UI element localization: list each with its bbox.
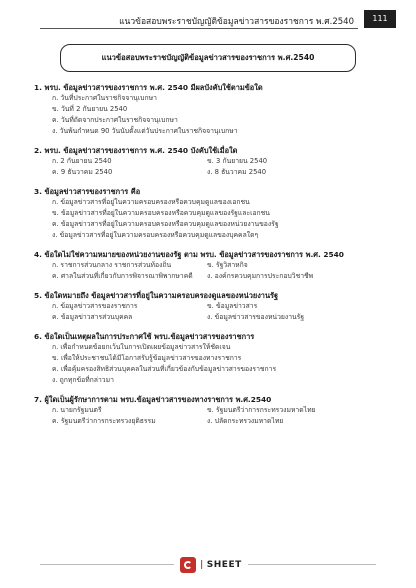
option: ค. ข้อมูลข่าวสารส่วนบุคคล	[52, 313, 133, 321]
option: ง. วันพ้นกำหนด 90 วันนับตั้งแต่วันประกาศในราชกิจจานุเบกษา	[52, 127, 238, 135]
question-text: 7. ผู้ใดเป็นผู้รักษาการตาม พรบ.ข้อมูลข่าวสารของทางราชการ พ.ศ.2540	[34, 395, 272, 404]
option: ข. รัฐมนตรีว่าการกระทรวงมหาดไทย	[207, 406, 316, 414]
question-text: 1. พรบ. ข้อมูลข่าวสารของราชการ พ.ศ. 2540 มีผลบังคับใช้ตามข้อใด	[34, 83, 263, 92]
option: ง. ข้อมูลข่าวสารของหน่วยงานรัฐ	[207, 313, 305, 321]
question-text: 3. ข้อมูลข่าวสารของราชการ คือ	[34, 187, 141, 196]
option: ข. ข้อมูลข่าวสาร	[207, 302, 258, 310]
question-text: 6. ข้อใดเป็นเหตุผลในการประกาศใช้ พรบ.ข้อมูลข่าวสารของราชการ	[34, 332, 255, 341]
option: ง. องค์กรควบคุมการประกอบวิชาชีพ	[207, 272, 314, 280]
question-list	[34, 82, 384, 435]
logo-mark-icon	[180, 557, 196, 573]
option: ข. วันที่ 2 กันยายน 2540	[52, 105, 128, 113]
option-row	[34, 301, 384, 312]
page-header	[0, 0, 416, 36]
option-row	[34, 167, 384, 178]
header-title: แนวข้อสอบพระราชบัญญัติข้อมูลข่าวสารของราชการ พ.ศ.2540	[119, 17, 354, 27]
option-row	[34, 271, 384, 282]
option: ง. ถูกทุกข้อที่กล่าวมา	[52, 376, 114, 384]
header-divider	[40, 28, 358, 29]
option: ก. ข้อมูลข่าวสารของราชการ	[52, 302, 138, 310]
option: ค. ศาลในส่วนที่เกี่ยวกับการพิจารณาพิพากษาคดี	[52, 272, 193, 280]
page-footer	[0, 550, 416, 588]
option: ก. ราชการส่วนกลาง ราชการส่วนท้องถิ่น	[52, 261, 172, 269]
option-row	[34, 405, 384, 416]
option: ก. ข้อมูลข่าวสารที่อยู่ในความครอบครองหรือควบคุมดูแลของเอกชน	[52, 198, 250, 206]
option: ค. วันที่ถัดจากประกาศในราชกิจจานุเบกษา	[52, 116, 178, 124]
section-title-box	[60, 44, 356, 72]
option: ค. เพื่อคุ้มครองสิทธิส่วนบุคคลในส่วนที่เกี่ยวข้องกับข้อมูลข่าวสารของราชการ	[52, 365, 277, 373]
section-title: แนวข้อสอบพระราชบัญญัติข้อมูลข่าวสารของราชการ พ.ศ.2540	[101, 53, 315, 62]
question-1	[34, 82, 384, 137]
option: ข. ข้อมูลข่าวสารที่อยู่ในความครอบครองหรือควบคุมดูแลของรัฐและเอกชน	[52, 209, 270, 217]
page-number: 111	[364, 10, 396, 28]
logo-text: SHEET	[206, 560, 242, 570]
brand-logo: | SHEET	[174, 557, 248, 573]
option-row	[34, 312, 384, 323]
question-2	[34, 145, 384, 178]
option-row	[34, 416, 384, 427]
question-3	[34, 186, 384, 241]
option: ข. รัฐวิสาหกิจ	[207, 261, 248, 269]
option-row	[34, 260, 384, 271]
option: ค. 9 ธันวาคม 2540	[52, 168, 113, 176]
question-text: 2. พรบ. ข้อมูลข่าวสารของราชการ พ.ศ. 2540 บังคับใช้เมื่อใด	[34, 146, 238, 155]
option: ง. ปลัดกระทรวงมหาดไทย	[207, 417, 284, 425]
option: ง. 8 ธันวาคม 2540	[207, 168, 267, 176]
question-5	[34, 290, 384, 323]
option: ก. 2 กันยายน 2540	[52, 157, 112, 165]
option: ค. ข้อมูลข่าวสารที่อยู่ในความครอบครองหรือควบคุมดูแลของหน่วยงานของรัฐ	[52, 220, 279, 228]
option: ก. วันที่ประกาศในราชกิจจานุเบกษา	[52, 94, 157, 102]
question-text: 4. ข้อใดไม่ใช่ความหมายของหน่วยงานของรัฐ ตาม พรบ. ข้อมูลข่าวสารของราชการ พ.ศ. 2540	[34, 250, 344, 259]
option-row	[34, 156, 384, 167]
question-text: 5. ข้อใดหมายถึง ข้อมูลข่าวสารที่อยู่ในความครอบครองดูแลของหน่วยงานรัฐ	[34, 291, 279, 300]
question-7	[34, 394, 384, 427]
option: ข. เพื่อให้ประชาชนได้มีโอกาสรับรู้ข้อมูลข่าวสารของทางราชการ	[52, 354, 242, 362]
question-4	[34, 249, 384, 282]
option: ง. ข้อมูลข่าวสารที่อยู่ในความครอบครองหรือควบคุมดูแลของบุคคลใดๆ	[52, 231, 259, 239]
option: ข. 3 กันยายน 2540	[207, 157, 268, 165]
option: ค. รัฐมนตรีว่าการกระทรวงยุติธรรม	[52, 417, 156, 425]
option: ก. นายกรัฐมนตรี	[52, 406, 102, 414]
option: ก. เพื่อกำหนดข้อยกเว้นในการเปิดเผยข้อมูลข่าวสารให้ชัดเจน	[52, 343, 231, 351]
question-6	[34, 331, 384, 386]
